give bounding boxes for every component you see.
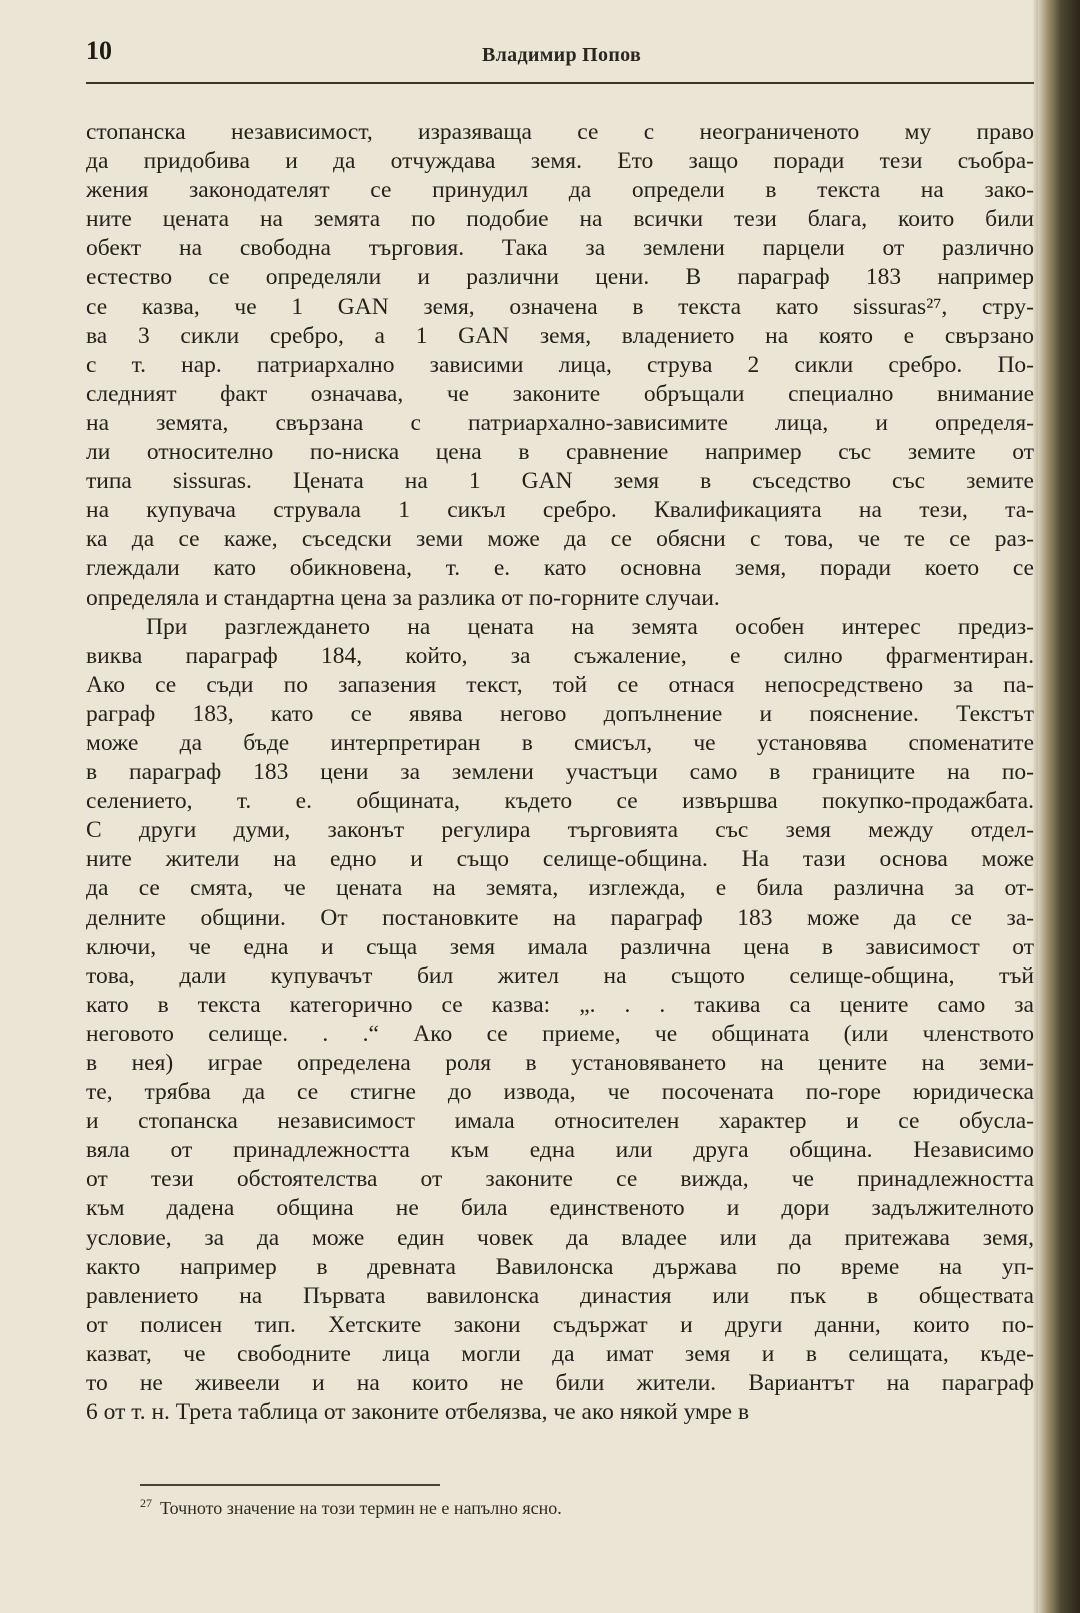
text-line: следният факт означава, че законите обръщали специално внимание — [86, 380, 1034, 407]
text-line: то не живеели и на които не били жители. Вариантът на параграф — [86, 1370, 1034, 1397]
text-line: от тези обстоятелства от законите се вижда, че принадлежността — [86, 1166, 1034, 1193]
text-line: ва 3 сикли сребро, а 1 GAN земя, владението на която е свързано — [86, 322, 1034, 349]
text-line: ка да се каже, съседски земи може да се обясни с това, че те се раз- — [86, 526, 1034, 553]
text-line: селението, т. е. общината, където се извършва покупко-продажбата. — [86, 788, 1034, 815]
text-line: обект на свободна търговия. Така за землени парцели от различно — [86, 235, 1034, 262]
text-line: стопанска независимост, изразяваща се с неограниченото му право — [86, 119, 1034, 145]
text-line: в нея) играе определена роля в установяването на цените на земи- — [86, 1050, 1034, 1076]
text-line: ните жители на едно и също селище-община. На тази основа може — [86, 846, 1034, 873]
text-line: делните общини. От постановките на параграф 183 може да се за- — [86, 904, 1034, 931]
text-line: се казва, че 1 GAN земя, означена в текста като sissuras²⁷, стру- — [86, 293, 1034, 320]
text-line: С други думи, законът регулира търговията със земя между отдел- — [86, 817, 1034, 844]
text-line: те, трябва да се стигне до извода, че посочената по-горе юридическа — [86, 1079, 1034, 1106]
book-spine-edge — [1038, 0, 1080, 1613]
text-line: условие, за да може един човек да владее или да притежава земя, — [86, 1224, 1034, 1251]
text-line: равлението на Първата вавилонска династия или пък в обществата — [86, 1282, 1034, 1309]
text-line: на земята, свързана с патриархално-зависимите лица, и определя- — [86, 409, 1034, 436]
text-line: ните цената на земята по подобие на всички тези блага, които били — [86, 206, 1034, 233]
body-text — [86, 118, 1034, 1427]
text-line: раграф 183, като се явява негово допълнение и пояснение. Текстът — [86, 700, 1034, 727]
header-rule — [86, 82, 1034, 84]
text-line: от полисен тип. Хетските закони съдържат и други данни, които по- — [86, 1311, 1034, 1338]
text-line: виква параграф 184, който, за съжаление, е силно фрагментиран. — [86, 642, 1034, 669]
paragraph — [86, 613, 1034, 1428]
page-header — [86, 36, 1036, 76]
text-line: 6 от т. н. Трета таблица от законите отбелязва, че ако някой умре в — [86, 1399, 750, 1426]
paragraphs — [86, 118, 1034, 1427]
text-line: както например в древната Вавилонска държава по време на уп- — [86, 1253, 1034, 1280]
text-line: ли относително по-ниска цена в сравнение например със земите от — [86, 439, 1034, 466]
running-head: Владимир Попов — [482, 44, 642, 66]
text-line: Ако се съди по запазения текст, той се отнася непосредствено за па- — [86, 671, 1034, 698]
paragraph — [86, 118, 1034, 613]
text-line: в параграф 183 цени за землени участъци само в границите на по- — [86, 759, 1034, 786]
text-line: на купувача струвала 1 сикъл сребро. Квалификацията на тези, та- — [86, 497, 1034, 524]
text-line: като в текста категорично се казва: „. . . такива са цените само за — [86, 991, 1034, 1018]
text-line: казват, че свободните лица могли да имат земя и в селищата, къде- — [86, 1340, 1034, 1367]
footnote-rule — [140, 1484, 440, 1486]
footnote-text: Точното значение на този термин не е напълно ясно. — [160, 1498, 562, 1518]
page-number: 10 — [86, 36, 112, 65]
text-line: типа sissuras. Цената на 1 GAN земя в съседство със земите — [86, 468, 1034, 495]
text-line: това, дали купувачът бил жител на същото селище-община, тъй — [86, 962, 1034, 989]
text-line: При разглеждането на цената на земята особен интерес предиз- — [146, 613, 1034, 640]
footnote-marker: 27 — [140, 1496, 152, 1510]
text-line: вяла от принадлежността към една или друга община. Независимо — [86, 1137, 1034, 1164]
text-line: жения законодателят се принудил да определи в текста на зако- — [86, 177, 1034, 204]
text-line: да придобива и да отчуждава земя. Ето защо поради тези съобра- — [86, 148, 1034, 175]
text-line: да се смята, че цената на земята, изглежда, е била различна за от- — [86, 875, 1034, 902]
text-line: глеждали като обикновена, т. е. като основна земя, поради което се — [86, 555, 1034, 582]
text-line: ключи, че една и съща земя имала различна цена в зависимост от — [86, 933, 1034, 960]
text-line: с т. нар. патриархално зависими лица, струва 2 сикли сребро. По- — [86, 351, 1034, 378]
text-line: може да бъде интерпретиран в смисъл, че установява споменатите — [86, 729, 1034, 756]
footnote — [140, 1496, 562, 1519]
text-line: определяла и стандартна цена за разлика от по-горните случаи. — [86, 584, 720, 611]
text-line: към дадена община не била единственото и дори задължителното — [86, 1195, 1034, 1222]
text-line: естество се определяли и различни цени. В параграф 183 например — [86, 264, 1034, 291]
text-line: и стопанска независимост имала относителен характер и се обусла- — [86, 1108, 1034, 1135]
text-line: неговото селище. . .“ Ако се приеме, че общината (или членството — [86, 1020, 1034, 1047]
